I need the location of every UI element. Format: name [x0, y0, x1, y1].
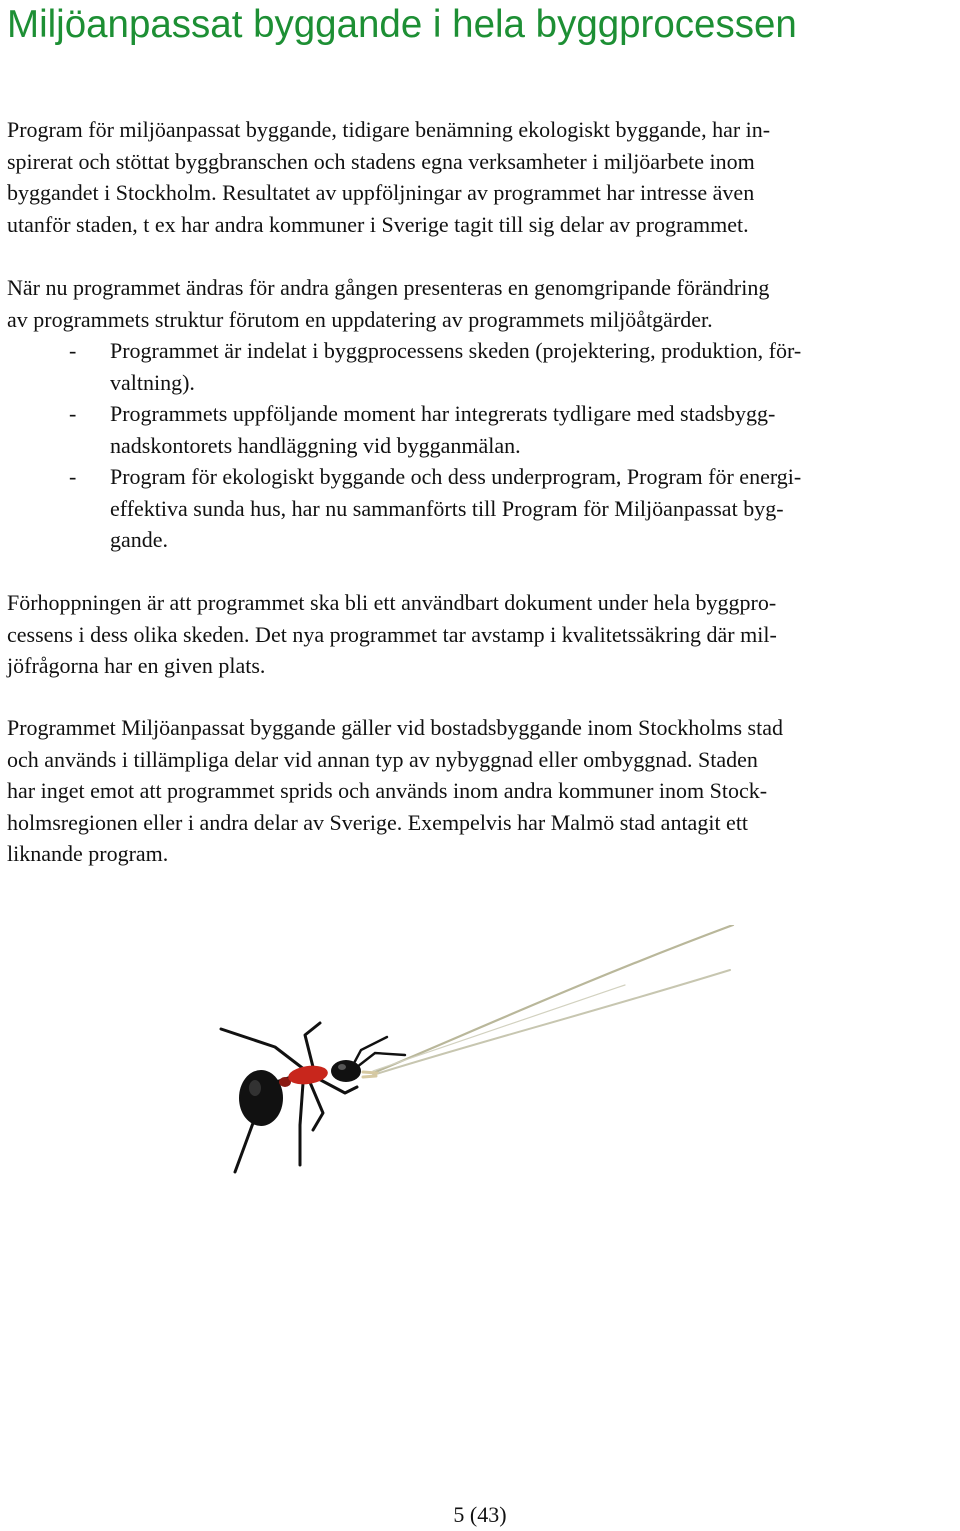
text-line: Program för miljöanpassat byggande, tidigare benämning ekologiskt byggande, har in- [7, 117, 771, 142]
text-line: nadskontorets handläggning vid bygganmälan. [110, 432, 521, 458]
text-line: Program för ekologiskt byggande och dess underprogram, Program för energi- [110, 464, 802, 489]
intro-paragraph [7, 114, 957, 240]
text-line: holmsregionen eller i andra delar av Sverige. Exempelvis har Malmö stad antagit ett [7, 809, 749, 835]
text-line: byggandet i Stockholm. Resultatet av uppföljningar av programmet har intresse även [7, 180, 755, 205]
page-number: 5 (43) [453, 1502, 507, 1527]
bullet-item-2 [7, 398, 957, 461]
bullet-text [110, 398, 955, 461]
bullet-marker: - [69, 338, 77, 363]
bullet-marker: - [69, 464, 77, 489]
bullet-item-3 [7, 461, 957, 556]
text-line: och används i tillämpliga delar vid annan typ av nybyggnad eller ombyggnad. Staden [7, 746, 758, 772]
text-line: effektiva sunda hus, har nu sammanförts till Program för Miljöanpassat byg- [110, 495, 784, 521]
text-line: valtning). [110, 369, 195, 395]
bullet-text [110, 335, 955, 398]
text-line: Programmets uppföljande moment har integrerats tydligare med stadsbygg- [110, 401, 776, 426]
text-line: gande. [110, 527, 169, 552]
scope-paragraph [7, 712, 957, 870]
text-line: Förhoppningen är att programmet ska bli ett användbart dokument under hela byggpro- [7, 590, 777, 615]
text-line: Programmet Miljöanpassat byggande gäller vid bostadsbyggande inom Stockholms stad [7, 715, 783, 740]
text-line: Programmet är indelat i byggprocessens skeden (projektering, produktion, för- [110, 338, 802, 363]
page-title: Miljöanpassat byggande i hela byggprocessen [7, 3, 797, 46]
text-line: När nu programmet ändras för andra gången presenteras en genomgripande förändring [7, 275, 770, 300]
changes-paragraph [7, 272, 957, 335]
text-line: spirerat och stöttat byggbranschen och stadens egna verksamheter i miljöarbete inom [7, 148, 755, 174]
bullet-marker: - [69, 401, 77, 426]
hope-paragraph [7, 587, 957, 682]
text-line: liknande program. [7, 841, 169, 866]
bullet-item-1 [7, 335, 957, 398]
text-line: av programmets struktur förutom en uppdatering av programmets miljöåtgärder. [7, 306, 713, 332]
text-line: jöfrågorna har en given plats. [7, 653, 266, 678]
text-line: utanför staden, t ex har andra kommuner i Sverige tagit till sig delar av programmet. [7, 211, 749, 237]
bullet-text [110, 461, 955, 556]
text-line: har inget emot att programmet sprids och används inom andra kommuner inom Stock- [7, 778, 768, 803]
ant-carrying-pine-needles-icon [205, 925, 735, 1180]
text-line: cessens i dess olika skeden. Det nya programmet tar avstamp i kvalitetssäkring där mil- [7, 621, 777, 647]
